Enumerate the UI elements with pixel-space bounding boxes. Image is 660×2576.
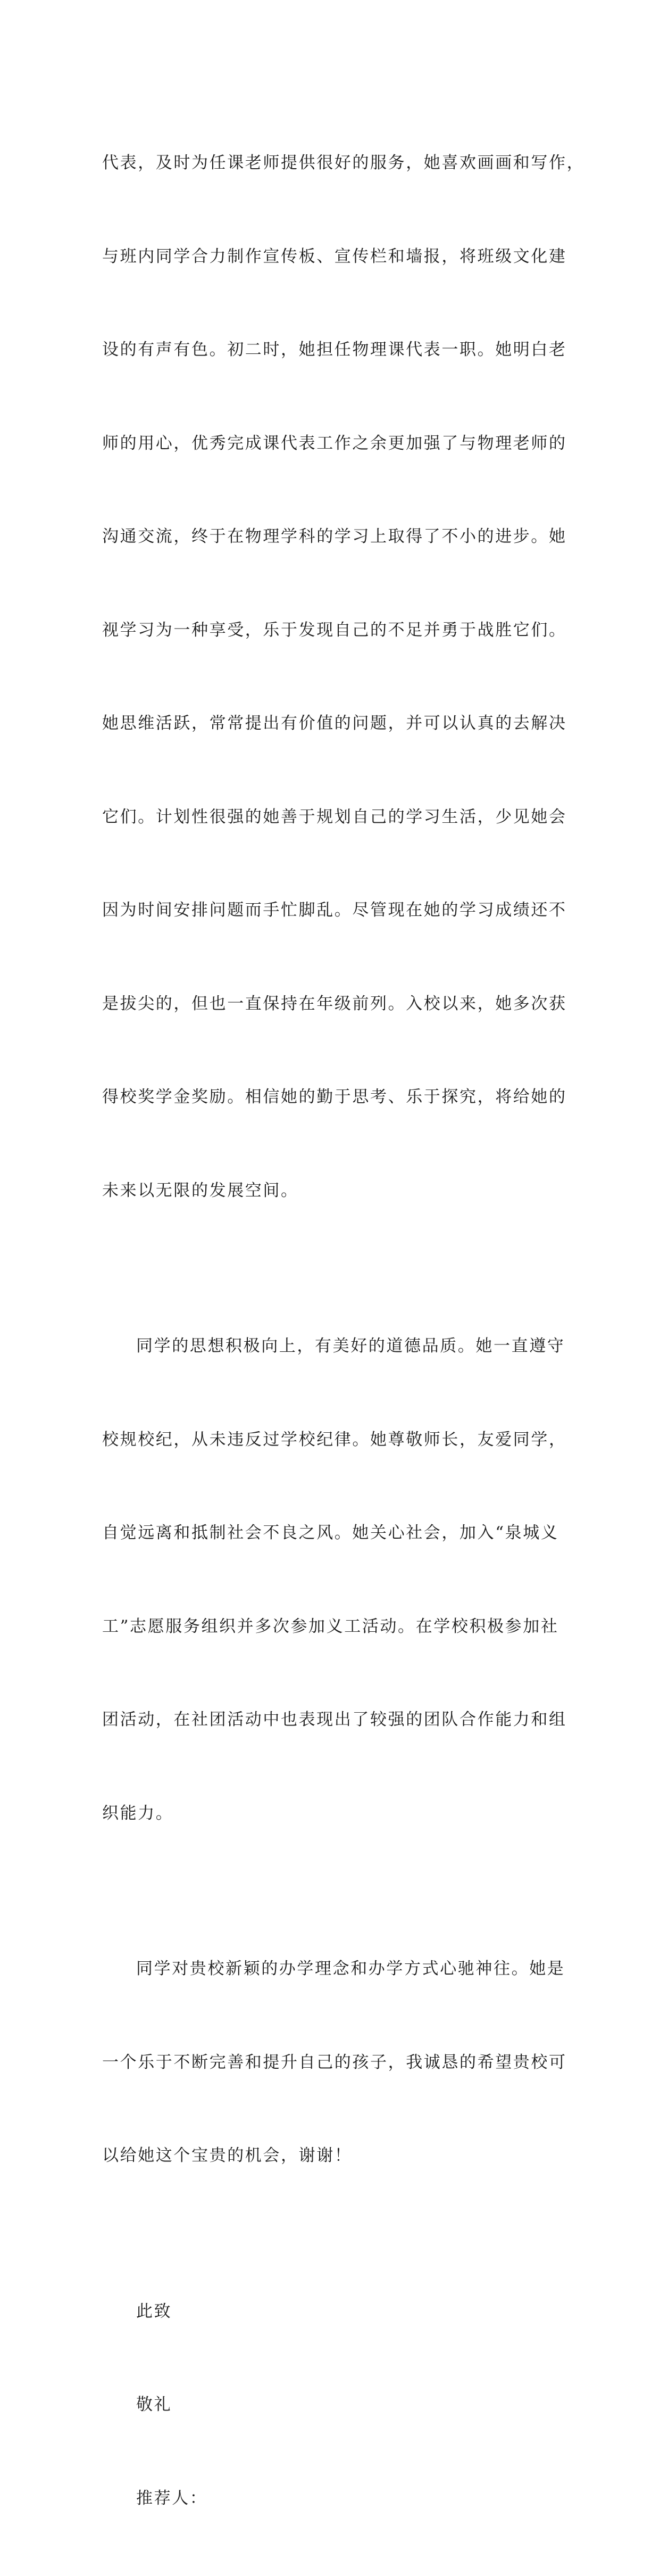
paragraph-2 (102, 1268, 570, 1891)
text-line: 以给她这个宝贵的机会，谢谢！ (102, 2140, 570, 2172)
text-line: 设的有声有色。初二时，她担任物理课代表一职。她明白老 (102, 334, 570, 366)
text-line: 是拔尖的，但也一直保持在年级前列。入校以来，她多次获 (102, 988, 570, 1020)
text-line: 与班内同学合力制作宣传板、宣传栏和墙报，将班级文化建 (102, 241, 570, 273)
salutation: 此致 (136, 2296, 570, 2327)
text-line: 视学习为一种享受，乐于发现自己的不足并勇于战胜它们。 (102, 615, 570, 646)
text-line: 一个乐于不断完善和提升自己的孩子，我诚恳的希望贵校可 (102, 2047, 570, 2078)
text-line: 团活动，在社团活动中也表现出了较强的团队合作能力和组 (102, 1704, 570, 1736)
text-line: 织能力。 (102, 1798, 570, 1829)
text-line: 同学对贵校新颖的办学理念和办学方式心驰神往。她是 (102, 1953, 570, 1985)
text-line: 同学的思想积极向上，有美好的道德品质。她一直遵守 (102, 1331, 570, 1362)
text-line: 沟通交流，终于在物理学科的学习上取得了不小的进步。她 (102, 521, 570, 552)
text-line: 它们。计划性很强的她善于规划自己的学习生活，少见她会 (102, 802, 570, 833)
letter-body (102, 85, 570, 2576)
document-page (0, 0, 660, 934)
paragraph-1 (102, 85, 570, 1268)
text-line: 她思维活跃，常常提出有价值的问题，并可以认真的去解决 (102, 708, 570, 739)
text-line: 自觉远离和抵制社会不良之风。她关心社会，加入“泉城义 (102, 1517, 570, 1549)
paragraph-3 (102, 1891, 570, 2234)
text-line: 师的用心，优秀完成课代表工作之余更加强了与物理老师的 (102, 428, 570, 459)
text-line: 得校奖学金奖励。相信她的勤于思考、乐于探究，将给她的 (102, 1081, 570, 1113)
regards: 敬礼 (136, 2389, 570, 2421)
recommender-label: 推荐人： (136, 2483, 570, 2514)
text-line: 代表，及时为任课老师提供很好的服务，她喜欢画画和写作， (102, 147, 570, 179)
text-line: 校规校纪，从未违反过学校纪律。她尊敬师长，友爱同学， (102, 1424, 570, 1456)
text-line: 因为时间安排问题而手忙脚乱。尽管现在她的学习成绩还不 (102, 895, 570, 926)
letter-closing (102, 2234, 570, 2576)
text-line: 工”志愿服务组织并多次参加义工活动。在学校积极参加社 (102, 1611, 570, 1642)
text-line: 未来以无限的发展空间。 (102, 1175, 570, 1207)
